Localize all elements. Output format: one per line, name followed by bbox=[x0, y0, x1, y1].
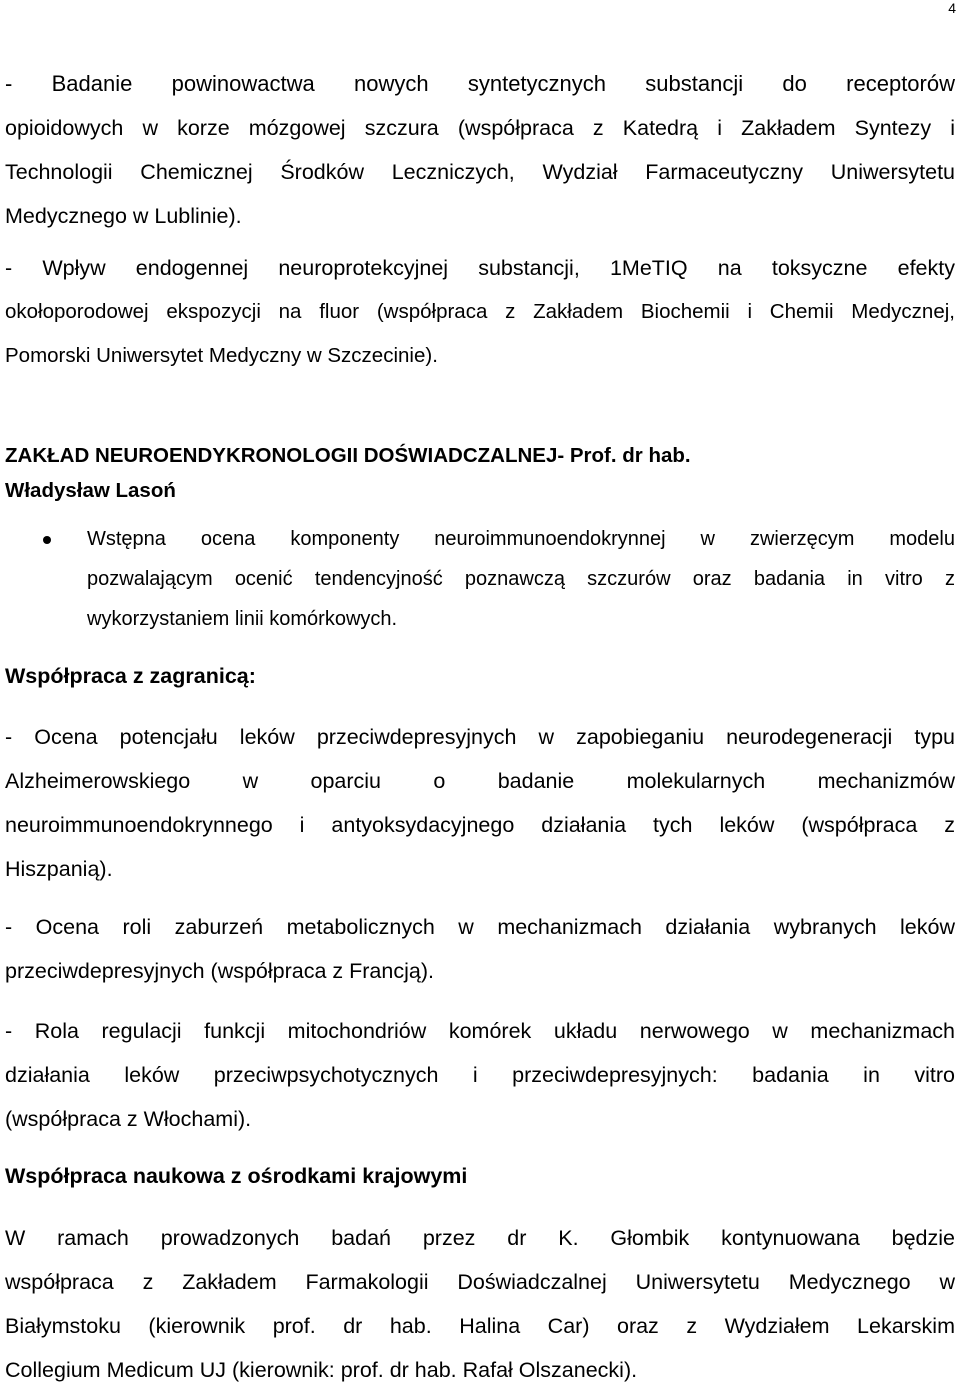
text-line: Pomorski Uniwersytet Medyczny w Szczecinie). bbox=[5, 344, 438, 367]
text-line: - Badanie powinowactwa nowych syntetycznych substancji do receptorów bbox=[5, 71, 955, 96]
text-line: przeciwdepresyjnych (współpraca z Francją). bbox=[5, 959, 434, 983]
national-cooperation-heading: Współpraca naukowa z ośrodkami krajowymi bbox=[5, 1164, 468, 1188]
paragraph-italy bbox=[5, 1009, 955, 1141]
text-line: - Ocena roli zaburzeń metabolicznych w mechanizmach działania wybranych leków bbox=[5, 915, 955, 939]
text-line: - Ocena potencjału leków przeciwdepresyjnych w zapobieganiu neurodegeneracji typu bbox=[5, 725, 955, 749]
text-line: opioidowych w korze mózgowej szczura (współpraca z Katedrą i Zakładem Syntezy i bbox=[5, 116, 955, 140]
paragraph-spain bbox=[5, 715, 955, 891]
text-line: współpraca z Zakładem Farmakologii Doświadczalnej Uniwersytetu Medycznego w bbox=[5, 1270, 955, 1294]
text-line: Alzheimerowskiego w oparciu o badanie molekularnych mechanizmów bbox=[5, 769, 955, 793]
text-line: W ramach prowadzonych badań przez dr K. Głombik kontynuowana będzie bbox=[5, 1226, 955, 1250]
text-line: pozwalającym ocenić tendencyjność poznawczą szczurów oraz badania in vitro z bbox=[87, 568, 955, 590]
text-line: (współpraca z Włochami). bbox=[5, 1107, 252, 1131]
text-line: Technologii Chemicznej Środków Leczniczych, Wydział Farmaceutyczny Uniwersytetu bbox=[5, 160, 955, 184]
page-number: 4 bbox=[948, 0, 956, 16]
text-line: Hiszpanią). bbox=[5, 857, 113, 881]
bullet-icon bbox=[43, 536, 51, 544]
text-line: Collegium Medicum UJ (kierownik: prof. dr hab. Rafał Olszanecki). bbox=[5, 1358, 638, 1382]
text-line: wykorzystaniem linii komórkowych. bbox=[87, 608, 398, 630]
paragraph-opioid-receptors bbox=[5, 62, 955, 238]
department-head-name: Władysław Lasoń bbox=[5, 479, 176, 502]
text-line: Wstępna ocena komponenty neuroimmunoendokrynnej w zwierzęcym modelu bbox=[87, 528, 955, 550]
department-heading: ZAKŁAD NEUROENDYKRONOLOGII DOŚWIADCZALNEJ- Prof. dr hab. bbox=[5, 444, 691, 467]
paragraph-national bbox=[5, 1216, 955, 1392]
paragraph-france bbox=[5, 905, 955, 993]
text-line: okołoporodowej ekspozycji na fluor (współpraca z Zakładem Biochemii i Chemii Medycznej, bbox=[5, 300, 955, 323]
international-cooperation-heading: Współpraca z zagranicą: bbox=[5, 664, 256, 688]
text-line: - Wpływ endogennej neuroprotekcyjnej substancji, 1MeTIQ na toksyczne efekty bbox=[5, 256, 955, 280]
paragraph-1metiq bbox=[5, 246, 955, 378]
bullet-item-neuroimmuno bbox=[87, 519, 955, 639]
text-line: Medycznego w Lublinie). bbox=[5, 204, 242, 228]
text-line: neuroimmunoendokrynnego i antyoksydacyjnego działania tych leków (współpraca z bbox=[5, 813, 955, 837]
text-line: Białymstoku (kierownik prof. dr hab. Halina Car) oraz z Wydziałem Lekarskim bbox=[5, 1314, 955, 1338]
text-line: działania leków przeciwpsychotycznych i przeciwdepresyjnych: badania in vitro bbox=[5, 1063, 955, 1087]
text-line: - Rola regulacji funkcji mitochondriów komórek układu nerwowego w mechanizmach bbox=[5, 1019, 955, 1043]
